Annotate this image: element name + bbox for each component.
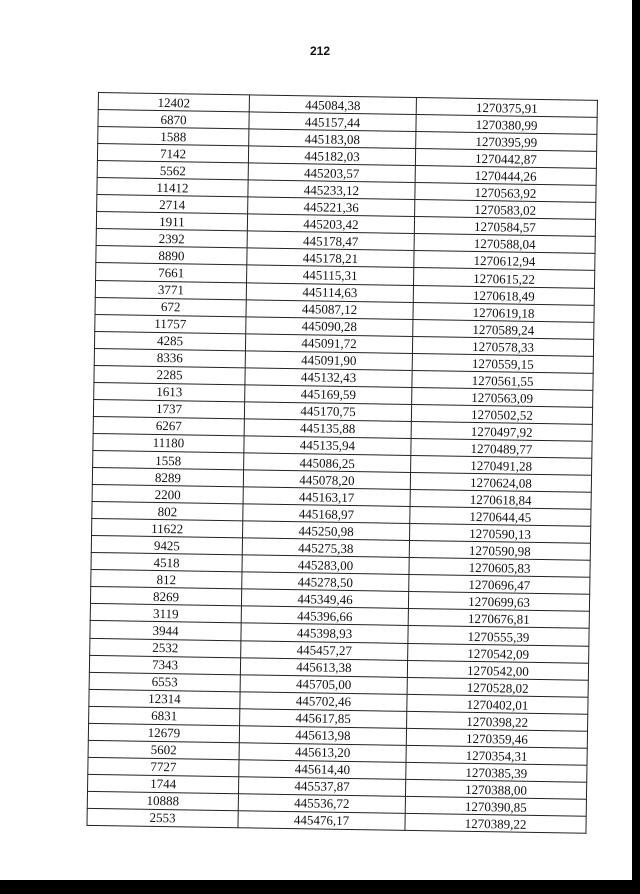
point-number-cell: 4518	[91, 553, 242, 572]
point-number-cell: 3119	[90, 604, 241, 623]
x-coordinate-cell: 445157,44	[249, 112, 416, 132]
y-coordinate-cell: 1270502,52	[411, 404, 592, 424]
y-coordinate-cell: 1270389,22	[405, 813, 586, 833]
x-coordinate-cell: 445613,98	[239, 726, 406, 746]
y-coordinate-cell: 1270583,02	[415, 200, 596, 220]
coordinates-table	[86, 92, 597, 834]
x-coordinate-cell: 445221,36	[248, 197, 415, 217]
x-coordinate-cell: 445614,40	[239, 760, 406, 780]
x-coordinate-cell: 445457,27	[241, 640, 408, 660]
point-number-cell: 2714	[97, 195, 248, 214]
x-coordinate-cell: 445091,90	[245, 351, 412, 371]
y-coordinate-cell: 1270380,99	[416, 115, 597, 135]
x-coordinate-cell: 445537,87	[238, 777, 405, 797]
x-coordinate-cell: 445135,94	[244, 436, 411, 456]
point-number-cell: 6870	[98, 110, 249, 129]
x-coordinate-cell: 445170,75	[244, 402, 411, 422]
point-number-cell: 1558	[93, 450, 244, 469]
point-number-cell: 2392	[96, 229, 247, 248]
x-coordinate-cell: 445536,72	[238, 794, 405, 814]
page-number: 212	[309, 44, 331, 58]
x-coordinate-cell: 445114,63	[246, 282, 413, 302]
x-coordinate-cell: 445087,12	[246, 299, 413, 319]
x-coordinate-cell: 445617,85	[240, 708, 407, 728]
y-coordinate-cell: 1270444,26	[415, 166, 596, 186]
point-number-cell: 9425	[91, 536, 242, 555]
x-coordinate-cell: 445476,17	[238, 811, 405, 831]
y-coordinate-cell: 1270563,92	[415, 183, 596, 203]
y-coordinate-cell: 1270375,91	[416, 98, 597, 118]
x-coordinate-cell: 445233,12	[248, 180, 415, 200]
y-coordinate-cell: 1270395,99	[416, 132, 597, 152]
x-coordinate-cell: 445705,00	[240, 674, 407, 694]
point-number-cell: 7661	[96, 263, 247, 282]
x-coordinate-cell: 445178,21	[247, 248, 414, 268]
point-number-cell: 6831	[89, 706, 240, 725]
point-number-cell: 11757	[95, 314, 246, 333]
x-coordinate-cell: 445398,93	[241, 623, 408, 643]
y-coordinate-cell: 1270696,47	[409, 575, 590, 595]
x-coordinate-cell: 445349,46	[241, 589, 408, 609]
x-coordinate-cell: 445702,46	[240, 691, 407, 711]
y-coordinate-cell: 1270359,46	[406, 728, 587, 748]
point-number-cell: 4285	[94, 331, 245, 350]
point-number-cell: 8890	[96, 246, 247, 265]
y-coordinate-cell: 1270497,92	[411, 421, 592, 441]
point-number-cell: 812	[91, 570, 242, 589]
y-coordinate-cell: 1270624,08	[410, 472, 591, 492]
x-coordinate-cell: 445182,03	[248, 146, 415, 166]
point-number-cell: 3944	[90, 621, 241, 640]
point-number-cell: 8269	[90, 587, 241, 606]
y-coordinate-cell: 1270528,02	[407, 677, 588, 697]
x-coordinate-cell: 445613,20	[239, 743, 406, 763]
x-coordinate-cell: 445250,98	[243, 521, 410, 541]
x-coordinate-cell: 445115,31	[247, 265, 414, 285]
point-number-cell: 5562	[97, 161, 248, 180]
y-coordinate-cell: 1270605,83	[409, 558, 590, 578]
point-number-cell: 1613	[94, 382, 245, 401]
y-coordinate-cell: 1270491,28	[411, 455, 592, 475]
point-number-cell: 11412	[97, 178, 248, 197]
point-number-cell: 11622	[92, 519, 243, 538]
point-number-cell: 802	[92, 502, 243, 521]
point-number-cell: 11180	[93, 433, 244, 452]
point-number-cell: 672	[95, 297, 246, 316]
x-coordinate-cell: 445203,42	[247, 214, 414, 234]
x-coordinate-cell: 445078,20	[243, 470, 410, 490]
point-number-cell: 6553	[89, 672, 240, 691]
x-coordinate-cell: 445613,38	[240, 657, 407, 677]
point-number-cell: 2200	[92, 485, 243, 504]
y-coordinate-cell: 1270590,98	[409, 541, 590, 561]
y-coordinate-cell: 1270388,00	[405, 779, 586, 799]
y-coordinate-cell: 1270542,09	[408, 643, 589, 663]
x-coordinate-cell: 445275,38	[242, 538, 409, 558]
y-coordinate-cell: 1270584,57	[414, 217, 595, 237]
point-number-cell: 1911	[96, 212, 247, 231]
x-coordinate-cell: 445283,00	[242, 555, 409, 575]
y-coordinate-cell: 1270618,84	[410, 490, 591, 510]
x-coordinate-cell: 445084,38	[249, 95, 416, 115]
y-coordinate-cell: 1270619,18	[413, 302, 594, 322]
point-number-cell: 8289	[92, 467, 243, 486]
y-coordinate-cell: 1270442,87	[415, 149, 596, 169]
point-number-cell: 3771	[95, 280, 246, 299]
y-coordinate-cell: 1270559,15	[412, 353, 593, 373]
point-number-cell: 1744	[88, 774, 239, 793]
x-coordinate-cell: 445090,28	[246, 316, 413, 336]
y-coordinate-cell: 1270699,63	[408, 592, 589, 612]
x-coordinate-cell: 445183,08	[249, 129, 416, 149]
x-coordinate-cell: 445278,50	[242, 572, 409, 592]
point-number-cell: 12402	[98, 93, 249, 112]
point-number-cell: 2553	[87, 808, 238, 827]
coordinates-table-body	[87, 93, 597, 834]
y-coordinate-cell: 1270612,94	[414, 251, 595, 271]
point-number-cell: 8336	[94, 348, 245, 367]
point-number-cell: 10888	[87, 791, 238, 810]
y-coordinate-cell: 1270390,85	[405, 796, 586, 816]
point-number-cell: 7142	[97, 144, 248, 163]
y-coordinate-cell: 1270618,49	[413, 285, 594, 305]
point-number-cell: 7343	[89, 655, 240, 674]
point-number-cell: 7727	[88, 757, 239, 776]
x-coordinate-cell: 445203,57	[248, 163, 415, 183]
point-number-cell: 6267	[93, 416, 244, 435]
point-number-cell: 1588	[98, 127, 249, 146]
y-coordinate-cell: 1270489,77	[411, 438, 592, 458]
y-coordinate-cell: 1270589,24	[413, 319, 594, 339]
point-number-cell: 1737	[93, 399, 244, 418]
y-coordinate-cell: 1270676,81	[408, 609, 589, 629]
y-coordinate-cell: 1270385,39	[406, 762, 587, 782]
x-coordinate-cell: 445091,72	[245, 334, 412, 354]
x-coordinate-cell: 445163,17	[243, 487, 410, 507]
x-coordinate-cell: 445086,25	[244, 453, 411, 473]
y-coordinate-cell: 1270590,13	[409, 524, 590, 544]
y-coordinate-cell: 1270555,39	[408, 626, 589, 646]
x-coordinate-cell: 445169,59	[245, 385, 412, 405]
x-coordinate-cell: 445135,88	[244, 419, 411, 439]
point-number-cell: 2532	[90, 638, 241, 657]
y-coordinate-cell: 1270563,09	[412, 387, 593, 407]
x-coordinate-cell: 445132,43	[245, 368, 412, 388]
y-coordinate-cell: 1270578,33	[412, 336, 593, 356]
x-coordinate-cell: 445178,47	[247, 231, 414, 251]
point-number-cell: 12679	[88, 723, 239, 742]
point-number-cell: 12314	[89, 689, 240, 708]
x-coordinate-cell: 445168,97	[243, 504, 410, 524]
y-coordinate-cell: 1270398,22	[407, 711, 588, 731]
y-coordinate-cell: 1270615,22	[414, 268, 595, 288]
x-coordinate-cell: 445396,66	[241, 606, 408, 626]
y-coordinate-cell: 1270588,04	[414, 234, 595, 254]
y-coordinate-cell: 1270542,00	[407, 660, 588, 680]
y-coordinate-cell: 1270354,31	[406, 745, 587, 765]
y-coordinate-cell: 1270644,45	[410, 507, 591, 527]
y-coordinate-cell: 1270561,55	[412, 370, 593, 390]
y-coordinate-cell: 1270402,01	[407, 694, 588, 714]
point-number-cell: 2285	[94, 365, 245, 384]
point-number-cell: 5602	[88, 740, 239, 759]
